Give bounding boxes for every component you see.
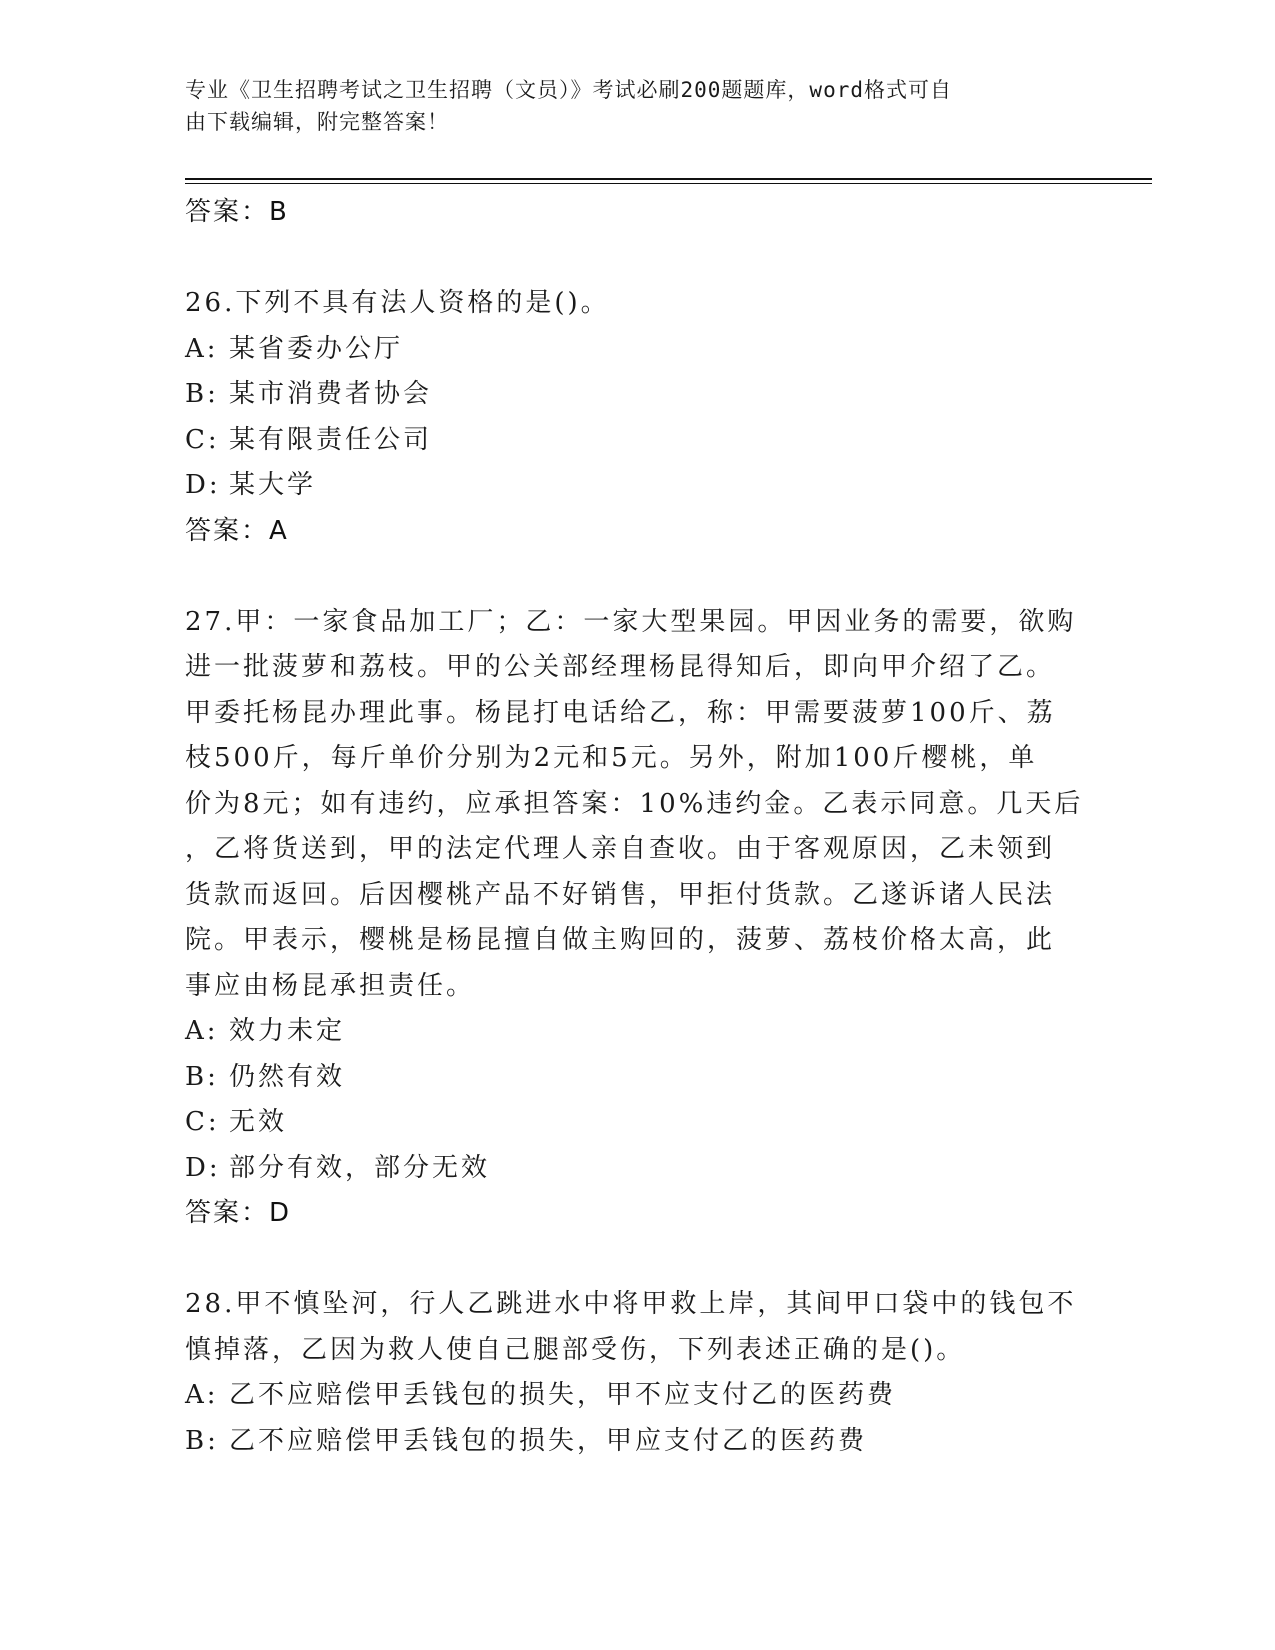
- question-text: 进一批菠萝和荔枝。甲的公关部经理杨昆得知后，即向甲介绍了乙。: [185, 652, 1056, 682]
- answer-line: 答案：D: [185, 1198, 292, 1228]
- option-text: 某市消费者协会: [229, 379, 433, 409]
- option-text: 无效: [229, 1107, 288, 1137]
- option-text: 部分有效，部分无效: [229, 1152, 491, 1183]
- option-key: C:: [185, 424, 220, 455]
- spacer: [185, 234, 1085, 281]
- header-divider-thick: [185, 178, 1152, 180]
- option-d: [185, 1146, 1085, 1192]
- question-list: [185, 190, 1085, 1464]
- question-text: 慎掉落，乙因为救人使自己腿部受伤，下列表述正确的是()。: [185, 1334, 966, 1365]
- question-block: [185, 600, 1085, 1236]
- question-text: 26.下列不具有法人资格的是()。: [185, 288, 610, 318]
- option-key: A:: [185, 333, 219, 364]
- option-text: 某大学: [229, 470, 317, 500]
- option-text: 乙不应赔偿甲丢钱包的损失，甲不应支付乙的医药费: [229, 1380, 897, 1410]
- question-text: 货款而返回。后因樱桃产品不好销售，甲拒付货款。乙遂诉诸人民法: [185, 879, 1056, 910]
- option-key: A:: [185, 1380, 219, 1410]
- option-key: D:: [185, 470, 221, 500]
- question-text: 事应由杨昆承担责任。: [185, 970, 476, 1001]
- option-key: B:: [185, 379, 219, 409]
- option-text: 某有限责任公司: [229, 424, 433, 455]
- question-text: 院。甲表示，樱桃是杨昆擅自做主购回的，菠萝、荔枝价格太高，此: [185, 925, 1056, 955]
- spacer: [185, 553, 1085, 600]
- option-text: 乙不应赔偿甲丢钱包的损失，甲应支付乙的医药费: [229, 1425, 868, 1456]
- option-text: 效力未定: [229, 1016, 346, 1046]
- option-key: B:: [185, 1061, 219, 1092]
- option-text: 某省委办公厅: [229, 333, 404, 364]
- question-text: ，乙将货送到，甲的法定代理人亲自查收。由于客观原因，乙未领到: [185, 834, 1056, 864]
- option-a: [185, 1009, 1085, 1055]
- question-block: [185, 281, 1085, 553]
- option-text: 仍然有效: [229, 1061, 346, 1092]
- question-text: 28.甲不慎坠河，行人乙跳进水中将甲救上岸，其间甲口袋中的钱包不: [185, 1289, 1077, 1319]
- option-key: D:: [185, 1152, 221, 1183]
- option-key: C:: [185, 1107, 220, 1137]
- document-header: [185, 74, 1065, 138]
- option-key: B:: [185, 1425, 219, 1456]
- option-d: [185, 463, 1085, 509]
- header-line-2: 由下载编辑，附完整答案！: [185, 110, 449, 134]
- question-text: 枝500斤，每斤单价分别为2元和5元。另外，附加100斤樱桃，单: [185, 743, 1038, 773]
- option-a: [185, 327, 1085, 373]
- option-b: [185, 1055, 1085, 1101]
- header-line-1: 专业《卫生招聘考试之卫生招聘（文员）》考试必刷200题题库，word格式可自: [185, 78, 952, 102]
- option-b: [185, 1419, 1085, 1465]
- option-c: [185, 418, 1085, 464]
- answer-line: 答案：A: [185, 515, 289, 546]
- option-key: A:: [185, 1016, 219, 1046]
- question-text: 27.甲：一家食品加工厂；乙：一家大型果园。甲因业务的需要，欲购: [185, 606, 1077, 637]
- spacer: [185, 1235, 1085, 1282]
- option-a: [185, 1373, 1085, 1419]
- option-c: [185, 1100, 1085, 1146]
- question-text: 价为8元；如有违约，应承担答案：10%违约金。乙表示同意。几天后: [185, 788, 1084, 819]
- option-b: [185, 372, 1085, 418]
- header-divider-thin: [185, 183, 1152, 184]
- question-block: [185, 1282, 1085, 1464]
- question-text: 甲委托杨昆办理此事。杨昆打电话给乙，称：甲需要菠萝100斤、荔: [185, 697, 1056, 728]
- answer-line: 答案：B: [185, 197, 289, 227]
